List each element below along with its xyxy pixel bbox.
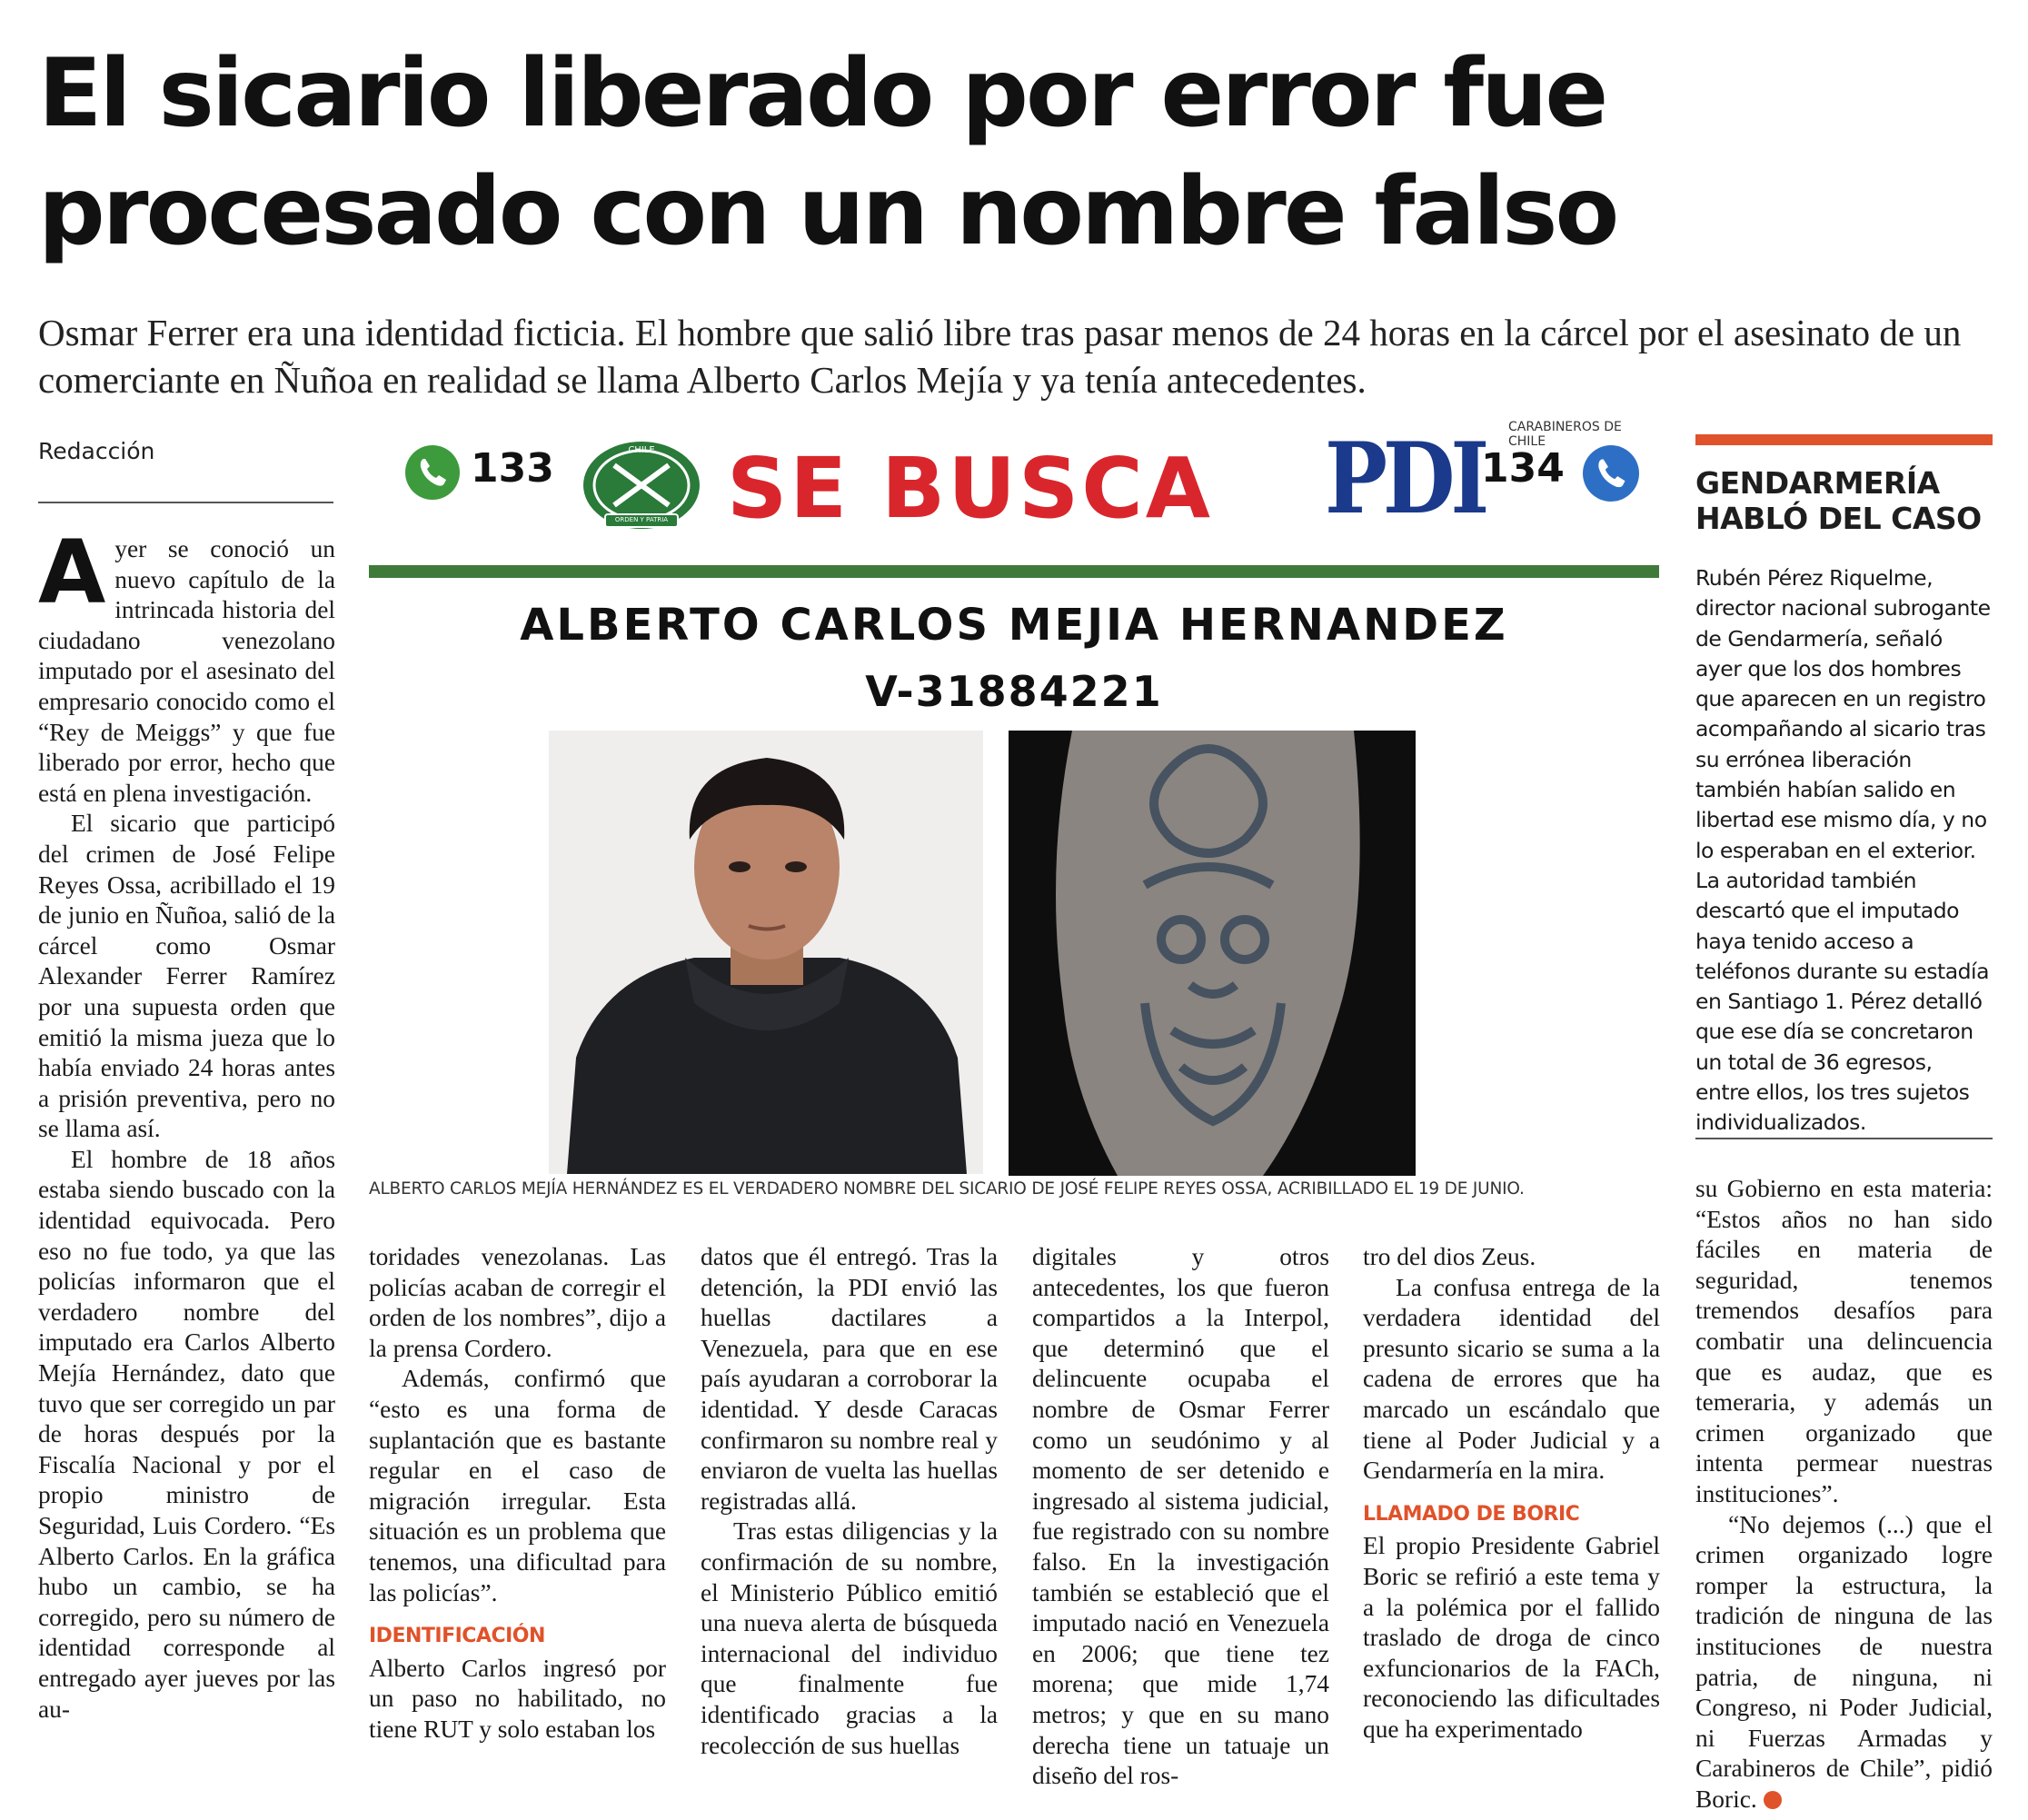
tattoo-photo [1009,731,1416,1176]
pdi-logo: PDI [1325,422,1486,536]
wanted-poster [369,420,1659,1198]
subhead-llamado-de-boric: LLAMADO DE BORIC [1363,1502,1580,1526]
byline: Redacción [38,438,155,464]
mugshot-photo [549,731,983,1174]
headline [38,35,2001,271]
paragraph: digitales y otros antecedentes, los que fueron compartidos a la Interpol, que determinó que el delincuente ocupaba el nombre de Osmar Ferrer como un seudónimo y al momento de ser detenido e ingresado al sistema judicial, fue registrado con su nombre falso. En la investigación también se estableció que el imputado nació en Venezuela en 2006; que tiene tez morena; que mide 1,74 metros; y que en su mano derecha tiene un tatuaje un diseño del ros- [1032,1243,1329,1790]
byline-divider [38,502,333,503]
article-column-5 [1363,1242,1660,1745]
se-busca-banner: SE BUSCA [727,440,1213,537]
paragraph: El hombre de 18 años estaba siendo buscado con la identidad equivocada. Pero eso no fue todo, ya que las policías informaron que el verdadero nombre del imputado era Carlos Alberto Mejía Hernández, dato que tuvo que ser corregido un par de horas después por la Fiscalía Nacional y por el propio ministro de Seguridad, Luis Cordero. “Es Alberto Carlos. En la gráfica hubo un cambio, se ha corregido, pero su número de identidad corresponde al entregado ayer jueves por las au- [38,1145,335,1723]
poster-green-bar [369,565,1659,578]
carabineros-label: CARABINEROS DE CHILE [1508,420,1622,449]
paragraph: Alberto Carlos ingresó por un paso no habilitado, no tiene RUT y solo estaban los [369,1654,666,1743]
phone-number-pdi: 134 [1481,445,1565,492]
article-column-1 [38,522,335,1725]
photo-caption: ALBERTO CARLOS MEJÍA HERNÁNDEZ ES EL VERDADERO NOMBRE DEL SICARIO DE JOSÉ FELIPE REYES OSSA, ACRIBILLADO EL 19 DE JUNIO. [369,1179,1525,1198]
phone-icon [405,445,460,500]
article-column-6 [1695,1174,1993,1815]
wanted-name: ALBERTO CARLOS MEJIA HERNANDEZ [520,600,1508,651]
wanted-id-number: V-31884221 [865,667,1163,716]
paragraph: Además, confirmó que “esto es una forma de suplantación que es bastante regular en el caso de migración irregular. Esta situación es un problema que tenemos, una dificultad para las policías”. [369,1365,666,1606]
carabineros-badge-icon [578,438,705,538]
end-mark-icon: ✪ [1764,1791,1782,1809]
badge-top-text: CHILE [628,445,655,455]
headline-line-2: procesado con un nombre falso [38,157,1617,266]
paragraph: su Gobierno en esta materia: “Estos años no han sido fáciles en materia de seguridad, tenemos tremendos desafíos para combatir una delincuencia que es audaz, que es temeraria, y además un crimen organizado que intenta permear nuestras instituciones”. [1695,1175,1993,1507]
paragraph: La confusa entrega de la verdadera identidad del presunto sicario se suma a la cadena de errores que ha marcado un escándalo que tiene al Poder Judicial y a Gendarmería en la mira. [1363,1273,1660,1485]
paragraph: Ayer se conoció un nuevo capítulo de la intrincada historia del ciudadano venezolano imputado por el asesinato del empresario conocido como el “Rey de Meiggs” y que fue liberado por error, hecho que está en plena investigación. [38,522,335,807]
article-column-4 [1032,1242,1329,1792]
headline-line-1: El sicario liberado por error fue [38,39,1606,148]
sidebar-divider [1695,1138,1993,1139]
article-column-2 [369,1242,666,1745]
paragraph: datos que él entregó. Tras la detención, la PDI envió las huellas dactilares a Venezuela, para que en ese país ayudaran a corroborar la identidad. Y desde Caracas confirmaron su nombre real y enviaron de vuelta las huellas registradas allá. [701,1243,998,1515]
subhead-identificacion: IDENTIFICACIÓN [369,1625,545,1648]
sidebar-accent-bar [1695,434,1993,445]
article-column-3 [701,1242,998,1761]
paragraph: El sicario que participó del crimen de José Felipe Reyes Ossa, acribillado el 19 de junio en Ñuñoa, salió de la cárcel como Osmar Alexander Ferrer Ramírez por una supuesta orden que emitió la misma jueza que lo había enviado 24 horas antes a prisión preventiva, pero no se llama así. [38,810,335,1143]
paragraph: tro del dios Zeus. [1363,1243,1536,1270]
sidebar-box [1695,465,1993,1139]
paragraph: “No dejemos (...) que el crimen organizado logre romper la estructura, la tradición de ninguna de las instituciones de nuestra patria, de ninguna, ni Congreso, ni Poder Judicial, ni Fuerzas Armadas y Carabineros de Chile”, pidió Boric. ✪ [1695,1510,1993,1814]
drop-cap: A [38,522,106,623]
phone-icon [1583,445,1639,502]
paragraph: Tras estas diligencias y la confirmación de su nombre, el Ministerio Público emitió una nueva alerta de búsqueda internacional del individuo que finalmente fue identificado gracias a la recolección de sus huellas [701,1517,998,1759]
phone-number-carabineros: 133 [471,445,554,492]
sidebar-title: GENDARMERÍA HABLÓ DEL CASO [1695,465,1982,536]
sidebar-text: Rubén Pérez Riquelme, director nacional subrogante de Gendarmería, señaló ayer que los dos hombres que aparecen en un registro acompañando al sicario tras su errónea liberación también habían salido en libertad ese mismo día, y no lo esperaban en el exterior. La autoridad también descartó que el imputado haya tenido acceso a teléfonos durante su estadía en Santiago 1. Pérez detalló que ese día se concretaron un total de 36 egresos, entre ellos, los tres sujetos individualizados. [1695,565,1991,1136]
badge-bottom-text: ORDEN Y PATRIA [614,516,669,523]
paragraph: toridades venezolanas. Las policías acaban de corregir el orden de los nombres”, dijo a la prensa Cordero. [369,1243,666,1362]
paragraph: El propio Presidente Gabriel Boric se refirió a este tema y a la polémica por el fallido traslado de droga de cinco exfuncionarios de la FACh, reconociendo las dificultades que ha experimentado [1363,1532,1660,1743]
deck: Osmar Ferrer era una identidad ficticia. El hombre que salió libre tras pasar menos de 24 horas en la cárcel por el asesinato de un comerciante en Ñuñoa en realidad se llama Alberto Carlos Mejía y ya tenía antecedentes. [38,312,1962,401]
